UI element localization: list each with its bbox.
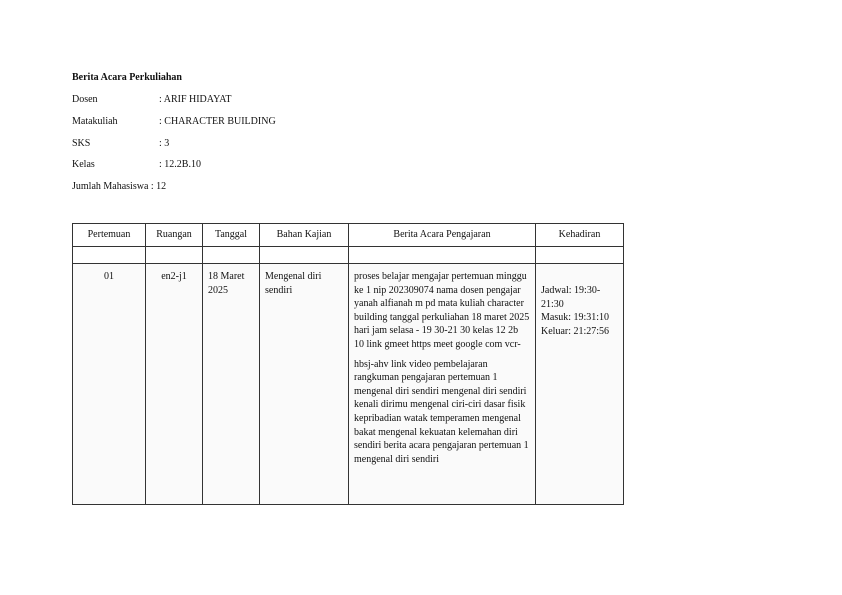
- berita-paragraph-1: proses belajar mengajar pertemuan minggu ke 1 nip 202309074 nama dosen pengajar yanah alfianah m pd mata kuliah character building tanggal perkuliahan 18 maret 2025 hari jam selasa - 19 30-21 30 kelas 12 2b 10 link gmeet https meet google com vcr-: [354, 271, 530, 350]
- info-label: Jumlah Mahasiswa: [72, 181, 149, 192]
- info-label: Matakuliah: [72, 116, 118, 127]
- header-tanggal: Tanggal: [203, 224, 260, 247]
- info-value: : CHARACTER BUILDING: [159, 116, 276, 127]
- info-value: : ARIF HIDAYAT: [159, 94, 232, 105]
- table-spacer-row: [73, 247, 624, 264]
- info-label: SKS: [72, 138, 91, 149]
- info-label: Kelas: [72, 159, 95, 170]
- header-berita-acara: Berita Acara Pengajaran: [349, 224, 536, 247]
- document-title: Berita Acara Perkuliahan: [72, 72, 182, 83]
- info-row-kelas: [72, 159, 201, 170]
- kehadiran-jadwal: Jadwal: 19:30-21:30: [541, 285, 601, 310]
- header-ruangan: Ruangan: [146, 224, 203, 247]
- berita-acara-table: [72, 223, 624, 505]
- info-value: : 12: [150, 181, 167, 192]
- info-value: : 3: [159, 138, 170, 149]
- cell-berita-acara: [349, 264, 536, 505]
- kehadiran-masuk: Masuk: 19:31:10: [541, 312, 610, 324]
- header-kehadiran: Kehadiran: [536, 224, 624, 247]
- info-row-dosen: [72, 94, 231, 105]
- info-row-jumlah-mahasiswa: [72, 181, 166, 192]
- cell-bahan-kajian: Mengenal diri sendiri: [260, 264, 349, 505]
- header-pertemuan: Pertemuan: [73, 224, 146, 247]
- info-value: : 12.2B.10: [159, 159, 201, 170]
- cell-tanggal: 18 Maret 2025: [203, 264, 260, 505]
- table-row: [73, 264, 624, 505]
- table-header-row: [73, 224, 624, 247]
- cell-ruangan: en2-j1: [146, 264, 203, 505]
- header-bahan-kajian: Bahan Kajian: [260, 224, 349, 247]
- kehadiran-keluar: Keluar: 21:27:56: [541, 325, 610, 337]
- berita-paragraph-2: hbsj-ahv link video pembelajaran rangkuman pengajaran pertemuan 1 mengenal diri sendiri mengenal diri sendiri kenali dirimu mengenal ciri-ciri dasar fisik kepribadian watak temperamen mengenal bakat mengenal kekuatan kelemahan diri sendiri berita acara pengajaran pertemuan 1 mengenal diri sendiri: [354, 358, 529, 465]
- info-row-matakuliah: [72, 116, 276, 127]
- cell-kehadiran: [536, 264, 624, 505]
- cell-pertemuan: 01: [73, 264, 146, 505]
- info-label: Dosen: [72, 94, 98, 105]
- info-row-sks: [72, 138, 169, 149]
